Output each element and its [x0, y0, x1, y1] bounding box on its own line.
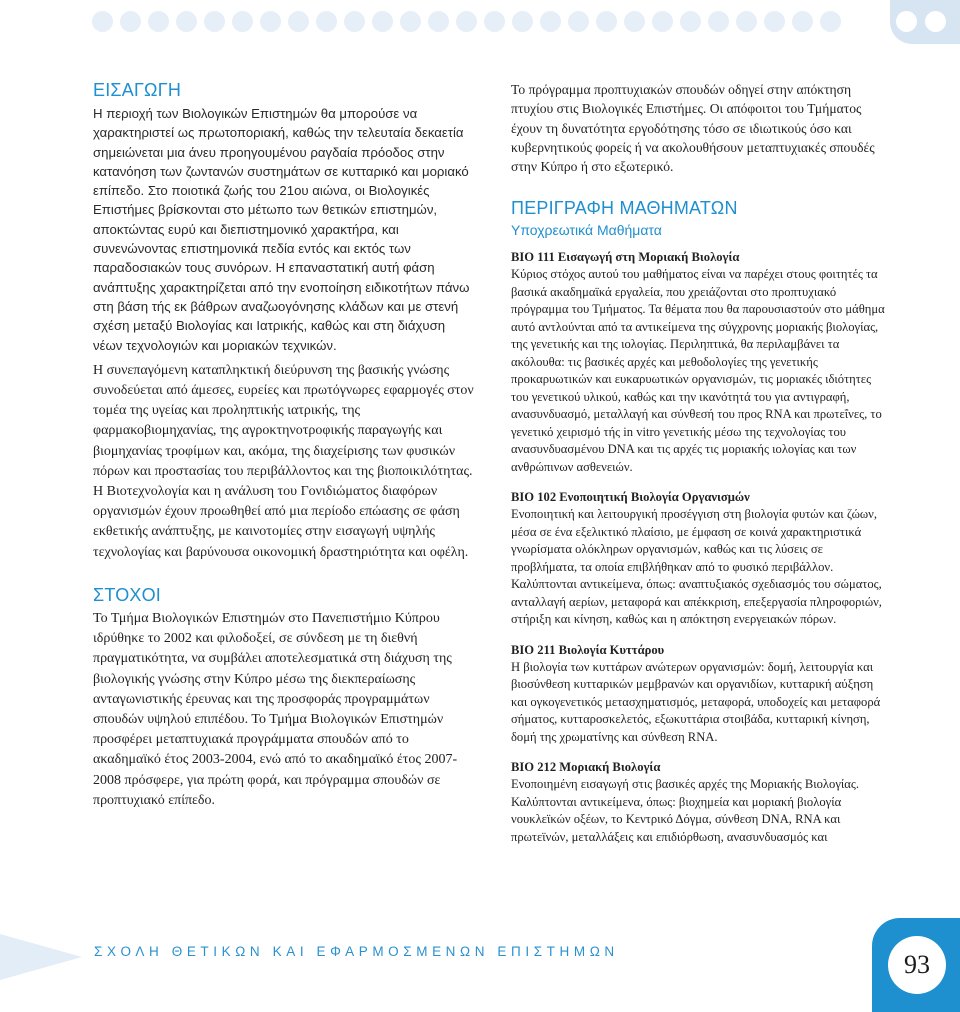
decorative-dot: [232, 11, 253, 32]
intro-paragraph-1: Η περιοχή των Βιολογικών Επιστημών θα μπορούσε να χαρακτηριστεί ως πρωτοποριακή, καθώς την τελευταία δεκαετία σημειώνεται μια άνευ προηγουμένου ραγδαία πρόοδος στην κατανόηση των ζωντανών συστημάτων σε κυτταρικό και μοριακό επίπεδο. Στο ποιοτικά ζωής του 21ου αιώνα, οι Βιολογικές Επιστήμες βρίσκονται στο μέτωπο των θετικών επιστημών, αποκτώντας ευρύ και διεπιστημονικό χαρακτήρα, και συνενώνοντας επιστημονικά πεδία εντός και εκτός των παραδοσιακών τους συνόρων. Η επαναστατική αυτή φάση ανάπτυξης χαρακτηρίζεται από την ενοποίηση ειδικοτήτων πάνω στη βάση τής εκ βάθρων αναζωογόνησης κλάδων και με στενή σχέση μεταξύ Βιολογίας και Ιατρικής, καθώς και στη διάχυση νέων τεχνολογιών και μοριακών τεχνικών.: [93, 106, 470, 353]
decorative-dot: [624, 11, 645, 32]
decorative-dot: [316, 11, 337, 32]
course-description: Κύριος στόχος αυτού του μαθήματος είναι να παρέχει στους φοιτητές τα βασικά ακαδημαϊκά εργαλεία, που χρειάζονται στο προπτυχιακό πρόγραμμα του Τμήματος. Τα θέματα που θα παρουσιαστούν στο μάθημα αυτό αντλούνται από τα αντικείμενα της σύγχρονης μοριακής βιολογίας, της γενετικής και της ιολογίας. Περιληπτικά, θα περιλαμβάνει τα ακόλουθα: τις βασικές αρχές και μεθοδολογίες της γενετικής προκαρυωτικών και ευκαρυωτικών οργανισμών, τις μοριακές ιδιότητες του γενετικού υλικού, καθώς και την ικανότητά του για αντιγραφή, ανασυνδυασμό, μεταλλαγή και σύνθεσή του προς RNA και πρωτεΐνες, το γενετικό χειρισμό τής in vitro γενετικής μέσω της τεχνολογίας του ανασυνδυασμένου DNA και τις αρχές τις μοριακής ιολογίας και των ανθρώπινων ασθενειών.: [511, 267, 885, 474]
decorative-dot: [925, 11, 946, 32]
course-block: [511, 488, 889, 629]
decorative-dot: [400, 11, 421, 32]
decorative-dot: [764, 11, 785, 32]
left-column: [93, 80, 475, 811]
intro-paragraph-2: Η συνεπαγόμενη καταπληκτική διεύρυνση της βασικής γνώσης συνοδεύεται από άμεσες, ευρείες και πρωτόγνωρες εφαρμογές στον τομέα της υγείας και προληπτικής ιατρικής, της φαρμακοβιομηχανίας, της αγροκτηνοτροφικής παραγωγής και βιομηχανίας τροφίμων και, ακόμα, της διαχείρισης των φυσικών πόρων και προστασίας του περιβάλλοντος και της βιοποικιλότητας. Η Βιοτεχνολογία και η ανάλυση του Γονιδιώματος διαφόρων οργανισμών έχουν προωθηθεί από μια περίοδο επώασης σε φάση εκθετικής ανάπτυξης, με καινοτομίες στην εισαγωγή υψηλής τεχνολογίας και βαρύνουσα οικονομική δραστηριότητα και οφέλη.: [93, 362, 474, 560]
decorative-dot: [568, 11, 589, 32]
decorative-dot: [456, 11, 477, 32]
course-block: [511, 758, 889, 846]
decorative-dot: [512, 11, 533, 32]
decorative-dot: [596, 11, 617, 32]
decorative-dot: [540, 11, 561, 32]
decorative-dot: [176, 11, 197, 32]
course-title: ΒΙΟ 212 Μοριακή Βιολογία: [511, 760, 661, 775]
course-block: [511, 641, 889, 747]
decorative-dot: [120, 11, 141, 32]
page-number: 93: [888, 936, 946, 994]
decorative-dot: [708, 11, 729, 32]
decorative-dot: [288, 11, 309, 32]
goals-heading: ΣΤΟΧΟΙ: [93, 584, 162, 605]
intro-heading: ΕΙΣΑΓΩΓΗ: [93, 80, 182, 100]
course-block: [511, 248, 889, 476]
courses-subheading: Υποχρεωτικά Μαθήματα: [511, 222, 662, 239]
decorative-dot: [820, 11, 841, 32]
decorative-dot: [204, 11, 225, 32]
course-description: Ενοποιητική και λειτουργική προσέγγιση στη βιολογία φυτών και ζώων, μέσα σε ένα εξελικτικό πλαίσιο, με έμφαση σε κοινά χαρακτηριστικά γνωρίσματα ολόκληρων οργανισμών, καθώς και τις λύσεις σε προβλήματα, τα οποία επιβλήθηκαν από το φυσικό περιβάλλον. Καλύπτονται αντικείμενα, όπως: αναπτυξιακός σχεδιασμός του σώματος, ανταλλαγή αερίων, μεταφορά και απέκκριση, επεξεργασία πληροφοριών, στήριξη και κίνηση, καθώς και η απόκτηση ενεργειακών πόρων.: [511, 507, 882, 627]
decorative-dot: [736, 11, 757, 32]
decorative-dot: [428, 11, 449, 32]
decorative-dot: [896, 11, 917, 32]
decorative-dot: [260, 11, 281, 32]
decorative-dot: [148, 11, 169, 32]
goals-paragraph: Το Τμήμα Βιολογικών Επιστημών στο Πανεπιστήμιο Κύπρου ιδρύθηκε το 2002 και φιλοδοξεί, σε σύνδεση με τη διεθνή πραγματικότητα, να συμβάλει αποτελεσματικά στη διάχυση της βιολογικής γνώσης στην Κύπρο μέσω της διεκπεραίωσης ανταγωνιστικής έρευνας και της προσφοράς προγραμμάτων σπουδών υψηλού επιπέδου. Το Τμήμα Βιολογικών Επιστημών προσφέρει μεταπτυχιακά προγράμματα σπουδών από το ακαδημαϊκό έτος 2003-2004, ενώ από το ακαδημαϊκό έτος 2007-2008 πρόσφερε, για πρώτη φορά, και πρόγραμμα σπουδών σε προπτυχιακό επίπεδο.: [93, 610, 458, 808]
decorative-dot: [484, 11, 505, 32]
decorative-dot: [680, 11, 701, 32]
course-title: ΒΙΟ 111 Εισαγωγή στη Μοριακή Βιολογία: [511, 250, 740, 265]
footer-arrow-decoration: [0, 934, 82, 980]
school-name: ΣΧΟΛΗ ΘΕΤΙΚΩΝ ΚΑΙ ΕΦΑΡΜΟΣΜΕΝΩΝ ΕΠΙΣΤΗΜΩΝ: [94, 944, 619, 959]
course-title: ΒΙΟ 102 Ενοποιητική Βιολογία Οργανισμών: [511, 490, 750, 505]
course-description: Ενοποιημένη εισαγωγή στις βασικές αρχές της Μοριακής Βιολογίας. Καλύπτονται αντικείμενα, όπως: βιοχημεία και μοριακή βιολογία νουκλεϊκών οξέων, το Κεντρικό Δόγμα, σύνθεση DNA, RNA και πρωτεϊνών, μεταλλάξεις και επιδιόρθωση, ανασυνδυασμός και: [511, 777, 860, 844]
courses-heading: ΠΕΡΙΓΡΑΦΗ ΜΑΘΗΜΑΤΩΝ: [511, 198, 738, 219]
decorative-dot-row: [92, 11, 841, 32]
course-description: Η βιολογία των κυττάρων ανώτερων οργανισμών: δομή, λειτουργία και βιοσύνθεση κυτταρικών μεμβρανών και οργανιδίων, κυτταρική αύξηση και ογκογενετικός μετασχηματισμός, μεταφορά, υποδοχείς και μεταφορά σήματος, κυτταροσκελετός, εξωκυττάρια στοιβάδα, κυτταρική κίνηση, δομή της χρωματίνης και σύνθεση RNA.: [511, 659, 881, 744]
corner-tab-decoration: [890, 0, 960, 44]
decorative-dot: [652, 11, 673, 32]
program-intro-paragraph: Το πρόγραμμα προπτυχιακών σπουδών οδηγεί στην απόκτηση πτυχίου στις Βιολογικές Επιστήμες. Οι απόφοιτοι του Τμήματος έχουν τη δυνατότητα εργοδότησης τόσο σε ιδιωτικούς όσο και κυβερνητικούς φορείς ή να ακολουθήσουν μεταπτυχιακές σπουδές στην Κύπρο ή στο εξωτερικό.: [511, 82, 875, 175]
right-column: [511, 80, 889, 858]
course-title: ΒΙΟ 211 Βιολογία Κυττάρου: [511, 642, 665, 657]
decorative-dot: [344, 11, 365, 32]
decorative-dot: [792, 11, 813, 32]
decorative-dot: [92, 11, 113, 32]
decorative-dot: [372, 11, 393, 32]
